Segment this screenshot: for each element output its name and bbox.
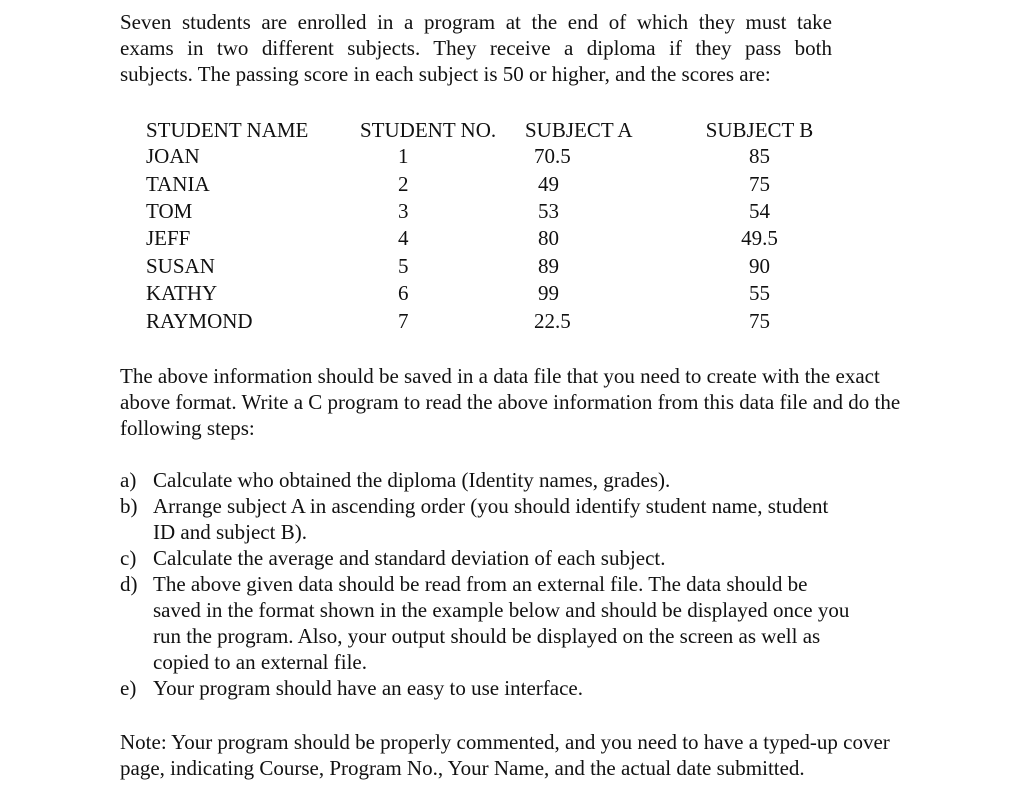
student-name-cell: JEFF [146, 226, 191, 251]
steps-list [120, 467, 850, 701]
intro-paragraph [120, 9, 832, 87]
column-header-subject-b: SUBJECT B [705, 117, 814, 142]
table-row [146, 143, 817, 170]
list-marker: a) [120, 468, 137, 492]
subject-a-cell: 99 [538, 281, 559, 306]
subject-b-cell: 49.5 [741, 226, 778, 251]
subject-b-cell: 54 [749, 198, 770, 223]
subject-b-cell: 75 [749, 308, 770, 333]
subject-a-cell: 70.5 [534, 144, 571, 169]
list-marker: b) [120, 494, 138, 518]
list-item [120, 675, 850, 701]
list-marker: e) [120, 676, 137, 700]
table-row [146, 198, 817, 225]
list-marker: d) [120, 572, 138, 596]
list-item-text: Calculate who obtained the diploma (Identity names, grades). [153, 468, 671, 492]
list-item [120, 467, 850, 493]
list-item-text: The above given data should be read from an external file. The data should be saved in the format shown in the example below and should be displayed once you run the program. Also, your output should be displayed on the screen as well as copied to an external file. [153, 572, 850, 674]
subject-a-cell: 89 [538, 253, 559, 278]
subject-a-cell: 49 [538, 171, 559, 196]
subject-b-cell: 90 [749, 253, 770, 278]
intro-line: exams in two different subjects. They receive a diploma if they pass both [120, 36, 832, 60]
subject-a-cell: 53 [538, 198, 559, 223]
subject-b-cell: 55 [749, 281, 770, 306]
description-paragraph: The above information should be saved in a data file that you need to create with the exact above format. Write a C program to read the above information from this data file and do the following steps: [120, 364, 901, 440]
note-paragraph: Note: Your program should be properly commented, and you need to have a typed-up cover page, indicating Course, Program No., Your Name, and the actual date submitted. [120, 730, 890, 780]
table-row [146, 307, 817, 334]
table-row [146, 225, 817, 252]
student-name-cell: JOAN [146, 144, 200, 169]
list-item [120, 571, 850, 675]
list-marker: c) [120, 546, 137, 570]
table-header-row [146, 117, 817, 143]
list-item [120, 493, 850, 545]
list-item-text: Your program should have an easy to use interface. [153, 676, 583, 700]
list-item-text: Calculate the average and standard deviation of each subject. [153, 546, 666, 570]
student-no-cell: 1 [398, 144, 409, 169]
table-row [146, 170, 817, 197]
table-row [146, 253, 817, 280]
student-name-cell: KATHY [146, 281, 218, 306]
student-no-cell: 2 [398, 171, 409, 196]
student-no-cell: 7 [398, 308, 409, 333]
column-header-subject-a: SUBJECT A [525, 117, 633, 142]
subject-b-cell: 75 [749, 171, 770, 196]
student-name-cell: SUSAN [146, 253, 215, 278]
list-item-text: Arrange subject A in ascending order (you should identify student name, student ID and subject B). [153, 494, 829, 544]
table-row [146, 280, 817, 307]
scores-table [146, 117, 817, 335]
student-name-cell: TANIA [146, 171, 210, 196]
column-header-student-name: STUDENT NAME [146, 117, 309, 142]
intro-line: Seven students are enrolled in a program at the end of which they must take [120, 10, 832, 34]
student-no-cell: 5 [398, 253, 409, 278]
student-name-cell: RAYMOND [146, 308, 253, 333]
intro-line: subjects. The passing score in each subject is 50 or higher, and the scores are: [120, 62, 771, 86]
column-header-student-no: STUDENT NO. [360, 117, 497, 142]
student-no-cell: 6 [398, 281, 409, 306]
student-no-cell: 4 [398, 226, 409, 251]
student-name-cell: TOM [146, 198, 193, 223]
subject-a-cell: 22.5 [534, 308, 571, 333]
subject-b-cell: 85 [749, 144, 770, 169]
subject-a-cell: 80 [538, 226, 559, 251]
list-item [120, 545, 850, 571]
student-no-cell: 3 [398, 198, 409, 223]
